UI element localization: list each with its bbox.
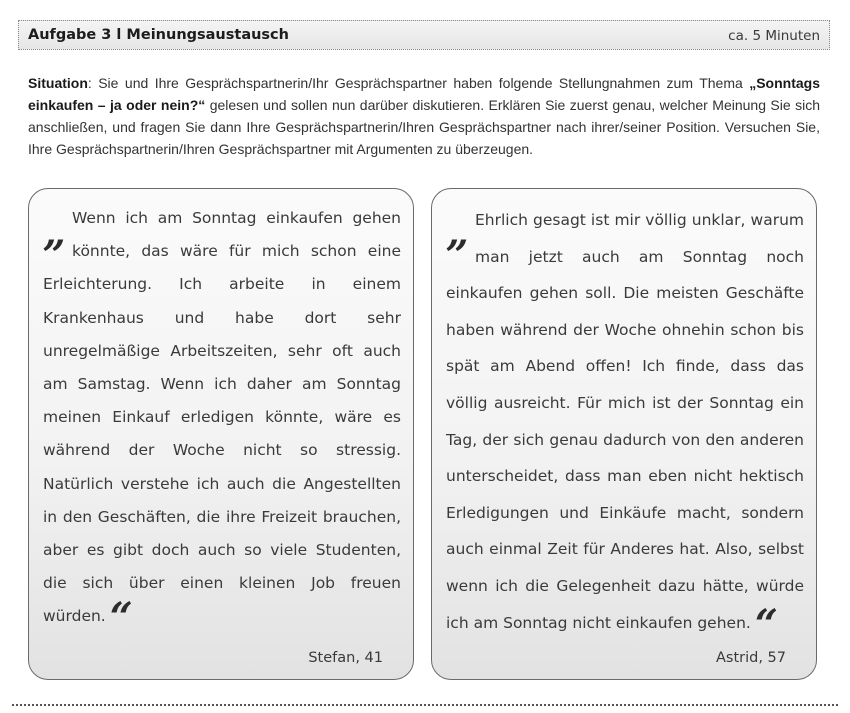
quote-body: Wenn ich am Sonntag einkaufen gehen könnte, das wäre für mich schon eine Erleichterung. Ich arbeite in einem Krankenhaus und habe dort sehr unregelmäßige Arbeitszeiten, sehr oft auch am Samstag. Wenn ich daher am Sonntag meinen Einkauf erledigen könnte, wäre es während der Woche nicht so stressig. Natürlich verstehe ich auch die Angestellten in den Geschäften, die ihre Freizeit brauchen, aber es gibt doch auch so viele Studenten, die sich über einen kleinen Job freuen würden. — [43, 209, 401, 626]
quote-card-astrid — [431, 188, 817, 680]
situation-paragraph — [28, 72, 820, 160]
opening-quote-mark: „ — [446, 209, 470, 256]
opening-quote-mark: „ — [43, 209, 67, 256]
quote-body: Ehrlich gesagt ist mir völlig unklar, warum man jetzt auch am Sonntag noch einkaufen gehen soll. Die meisten Geschäfte haben während der Woche ohnehin schon bis spät am Abend offen! Ich finde, dass das völlig ausreicht. Für mich ist der Sonntag ein Tag, der sich genau dadurch von den anderen unterscheidet, dass man eben nicht hektisch Erledigungen und Einkäufe macht, sondern auch einmal Zeit für Anderes hat. Also, selbst wenn ich die Gelegenheit dazu hätte, würde ich am Sonntag nicht einkaufen gehen. — [446, 211, 804, 632]
quote-author-stefan: Stefan, 41 — [308, 650, 383, 666]
situation-text-after: gelesen und sollen nun darüber diskutieren. Erklären Sie zuerst genau, welcher Meinung Sie sich anschließen, und fragen Sie dann Ihre Gesprächspartnerin/Ihren Gesprächspartner nach ihrer/seiner Position. Versuchen Sie, Ihre Gesprächspartnerin/Ihren Gesprächspartner mit Argumenten zu überzeugen. — [28, 97, 820, 157]
closing-quote-mark: “ — [754, 600, 778, 648]
task-duration: ca. 5 Minuten — [728, 28, 820, 44]
quote-text-astrid — [446, 202, 804, 648]
closing-quote-mark: “ — [109, 594, 133, 642]
quote-author-astrid: Astrid, 57 — [715, 650, 786, 666]
quote-text-stefan — [43, 202, 401, 642]
situation-topic: „Sonntags einkaufen – ja oder nein?“ — [28, 75, 820, 113]
situation-label: Situation — [28, 75, 88, 91]
quote-card-stefan — [28, 188, 414, 680]
situation-text-before: : Sie und Ihre Gesprächspartnerin/Ihr Gesprächspartner haben folgende Stellungnahmen zum Thema — [87, 75, 750, 91]
bottom-divider — [12, 704, 838, 706]
task-header — [18, 20, 830, 50]
task-title: Aufgabe 3 l Meinungsaustausch — [28, 27, 289, 43]
